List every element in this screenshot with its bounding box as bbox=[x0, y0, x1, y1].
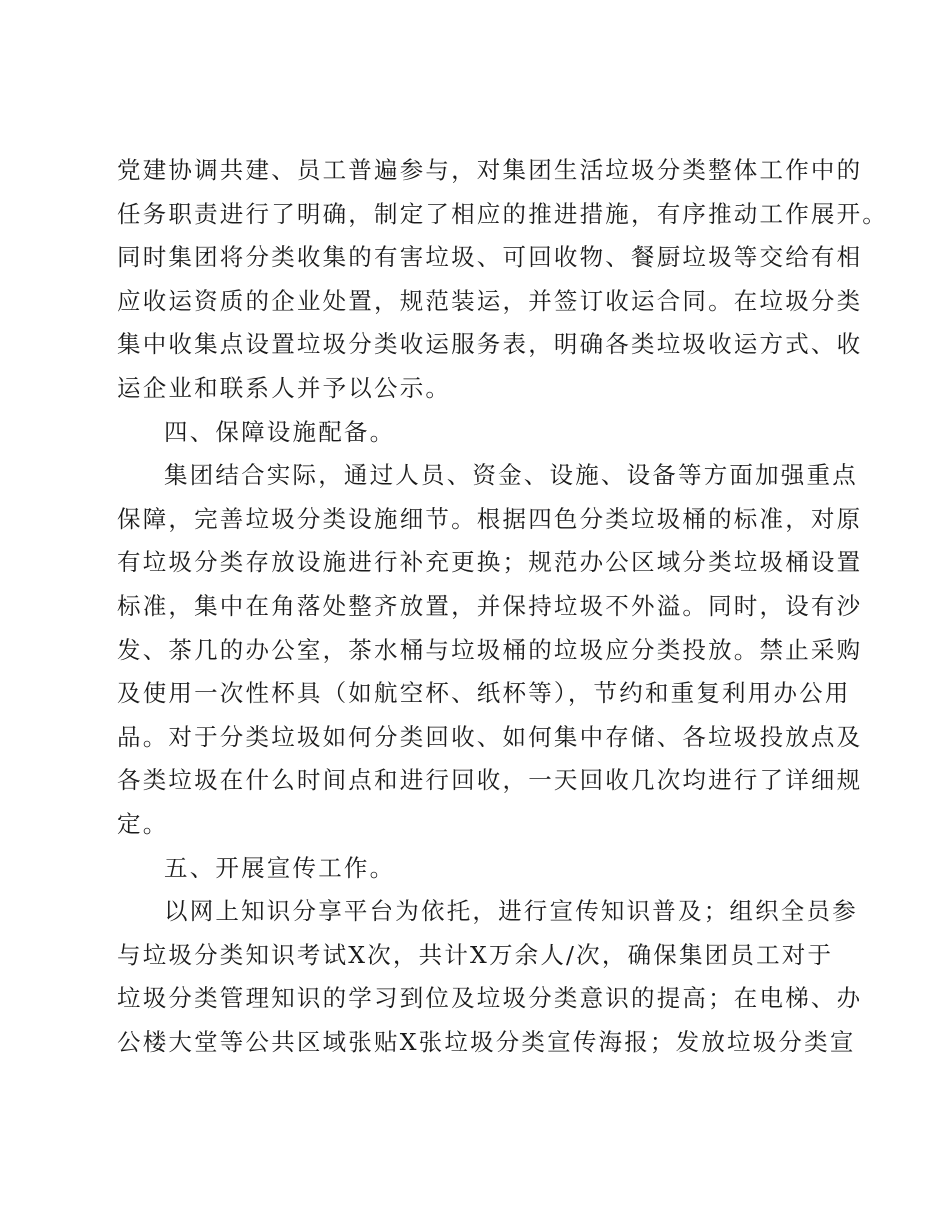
text-line: 及使用一次性杯具（如航空杯、纸杯等），节约和重复利用办公用 bbox=[117, 679, 851, 708]
document-body bbox=[117, 149, 888, 1064]
text-line: 品。对于分类垃圾如何分类回收、如何集中存储、各垃圾投放点及 bbox=[117, 722, 863, 751]
text-line: 发、茶几的办公室，茶水桶与垃圾桶的垃圾应分类投放。禁止采购 bbox=[117, 635, 863, 664]
text-line: 运企业和联系人并予以公示。 bbox=[117, 373, 452, 402]
text-line: 应收运资质的企业处置，规范装运，并签订收运合同。在垃圾分类 bbox=[117, 286, 863, 315]
paragraph bbox=[117, 890, 863, 1064]
paragraph bbox=[117, 149, 888, 411]
section-heading bbox=[117, 411, 837, 455]
text-line: 集团结合实际，通过人员、资金、设施、设备等方面加强重点 bbox=[164, 461, 858, 490]
text-line: 各类垃圾在什么时间点和进行回收，一天回收几次均进行了详细规 bbox=[117, 766, 863, 795]
section-heading bbox=[117, 847, 837, 891]
text-line: 集中收集点设置垃圾分类收运服务表，明确各类垃圾收运方式、收 bbox=[117, 330, 863, 359]
text-line: 党建协调共建、员工普遍参与，对集团生活垃圾分类整体工作中的 bbox=[117, 156, 863, 184]
heading-line: 四、保障设施配备。 bbox=[164, 417, 396, 446]
text-line: 定。 bbox=[117, 809, 169, 838]
text-line: 与垃圾分类知识考试X次，共计X万余人/次，确保集团员工对于 bbox=[117, 940, 834, 969]
heading-line: 五、开展宣传工作。 bbox=[164, 853, 396, 882]
text-line: 以网上知识分享平台为依托，进行宣传知识普及；组织全员参 bbox=[164, 897, 858, 926]
text-line: 任务职责进行了明确，制定了相应的推进措施，有序推动工作展开。 bbox=[117, 199, 888, 228]
text-line: 有垃圾分类存放设施进行补充更换；规范办公区域分类垃圾桶设置 bbox=[117, 548, 863, 577]
text-line: 保障，完善垃圾分类设施细节。根据四色分类垃圾桶的标准，对原 bbox=[117, 504, 863, 533]
text-line: 标准，集中在角落处整齐放置，并保持垃圾不外溢。同时，设有沙 bbox=[117, 591, 863, 620]
paragraph bbox=[117, 454, 863, 846]
text-line: 公楼大堂等公共区域张贴X张垃圾分类宣传海报；发放垃圾分类宣 bbox=[117, 1027, 856, 1056]
text-line: 同时集团将分类收集的有害垃圾、可回收物、餐厨垃圾等交给有相 bbox=[117, 243, 863, 272]
text-line: 垃圾分类管理知识的学习到位及垃圾分类意识的提高；在电梯、办 bbox=[117, 984, 863, 1013]
